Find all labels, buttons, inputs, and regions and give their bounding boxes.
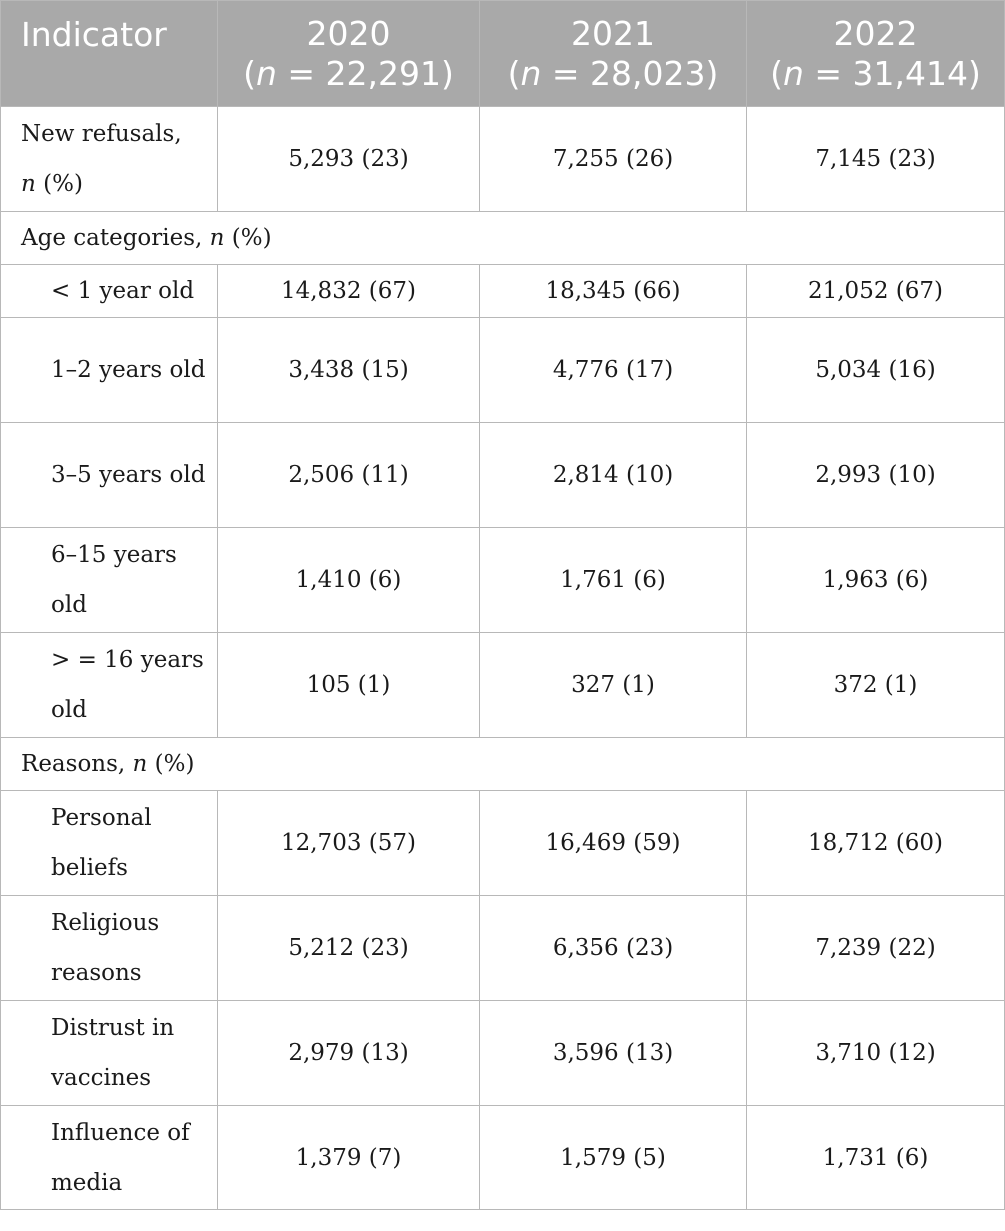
year-2021-column-header (480, 1, 747, 107)
cell-2022: 18,712 (60) (747, 791, 1005, 896)
n-label: n (520, 53, 542, 93)
row-label: 6–15 years old (1, 528, 218, 633)
cell-2022: 7,145 (23) (747, 107, 1005, 212)
n-label: n (132, 751, 148, 777)
row-label: 3–5 years old (1, 423, 218, 528)
cell-2020: 3,438 (15) (218, 318, 480, 423)
cell-2020: 1,379 (7) (218, 1106, 480, 1210)
n-label: n (255, 53, 277, 93)
pct-label: (%) (35, 171, 83, 197)
table-row (1, 265, 1005, 318)
cell-2022: 372 (1) (747, 633, 1005, 738)
table-row (1, 1001, 1005, 1106)
section-row-reasons (1, 738, 1005, 791)
row-label (1, 107, 218, 212)
year-2022-column-header (747, 1, 1005, 107)
cell-2020: 105 (1) (218, 633, 480, 738)
n-value: = 22,291) (276, 53, 454, 93)
n-value: = 31,414) (803, 53, 981, 93)
section-row-age-categories (1, 212, 1005, 265)
n-label: n (782, 53, 804, 93)
table-row (1, 633, 1005, 738)
table-row (1, 423, 1005, 528)
cell-2022: 1,963 (6) (747, 528, 1005, 633)
cell-2020: 2,979 (13) (218, 1001, 480, 1106)
row-label-text: New refusals, (21, 121, 182, 147)
n-prefix: ( (507, 53, 521, 93)
cell-2020: 1,410 (6) (218, 528, 480, 633)
year-label: 2021 (571, 13, 655, 53)
cell-2021: 4,776 (17) (480, 318, 747, 423)
year-label: 2020 (306, 13, 391, 53)
header-row (1, 1, 1005, 107)
table-body (1, 107, 1005, 1210)
cell-2021: 1,761 (6) (480, 528, 747, 633)
cell-2022: 1,731 (6) (747, 1106, 1005, 1210)
table-row (1, 791, 1005, 896)
n-label: n (21, 171, 36, 197)
cell-2022: 7,239 (22) (747, 896, 1005, 1001)
cell-2020: 14,832 (67) (218, 265, 480, 318)
section-label-text: Age categories, (21, 225, 210, 251)
row-label: Distrust in vaccines (1, 1001, 218, 1106)
cell-2022: 3,710 (12) (747, 1001, 1005, 1106)
cell-2021: 327 (1) (480, 633, 747, 738)
row-label: Influence of media (1, 1106, 218, 1210)
n-prefix: ( (770, 53, 783, 93)
cell-2022: 21,052 (67) (747, 265, 1005, 318)
cell-2021: 1,579 (5) (480, 1106, 747, 1210)
year-label: 2022 (833, 13, 918, 53)
row-label: < 1 year old (1, 265, 218, 318)
table-row (1, 896, 1005, 1001)
table-row (1, 318, 1005, 423)
year-2020-column-header (218, 1, 480, 107)
row-label: > = 16 years old (1, 633, 218, 738)
table-row (1, 528, 1005, 633)
cell-2022: 2,993 (10) (747, 423, 1005, 528)
cell-2021: 3,596 (13) (480, 1001, 747, 1106)
n-label: n (209, 225, 225, 251)
cell-2021: 16,469 (59) (480, 791, 747, 896)
cell-2022: 5,034 (16) (747, 318, 1005, 423)
cell-2020: 2,506 (11) (218, 423, 480, 528)
cell-2021: 7,255 (26) (480, 107, 747, 212)
indicator-column-header: Indicator (1, 1, 218, 107)
table-row (1, 1106, 1005, 1210)
section-label (1, 212, 1005, 265)
row-label: Religious reasons (1, 896, 218, 1001)
row-label: 1–2 years old (1, 318, 218, 423)
section-label-text: Reasons, (21, 751, 133, 777)
cell-2020: 5,293 (23) (218, 107, 480, 212)
row-label: Personal beliefs (1, 791, 218, 896)
pct-label: (%) (224, 225, 272, 251)
section-label (1, 738, 1005, 791)
cell-2021: 18,345 (66) (480, 265, 747, 318)
pct-label: (%) (147, 751, 195, 777)
table-header (1, 1, 1005, 107)
n-prefix: ( (243, 53, 256, 93)
cell-2021: 6,356 (23) (480, 896, 747, 1001)
cell-2021: 2,814 (10) (480, 423, 747, 528)
cell-2020: 12,703 (57) (218, 791, 480, 896)
table-row-new-refusals (1, 107, 1005, 212)
cell-2020: 5,212 (23) (218, 896, 480, 1001)
n-value: = 28,023) (541, 53, 719, 93)
